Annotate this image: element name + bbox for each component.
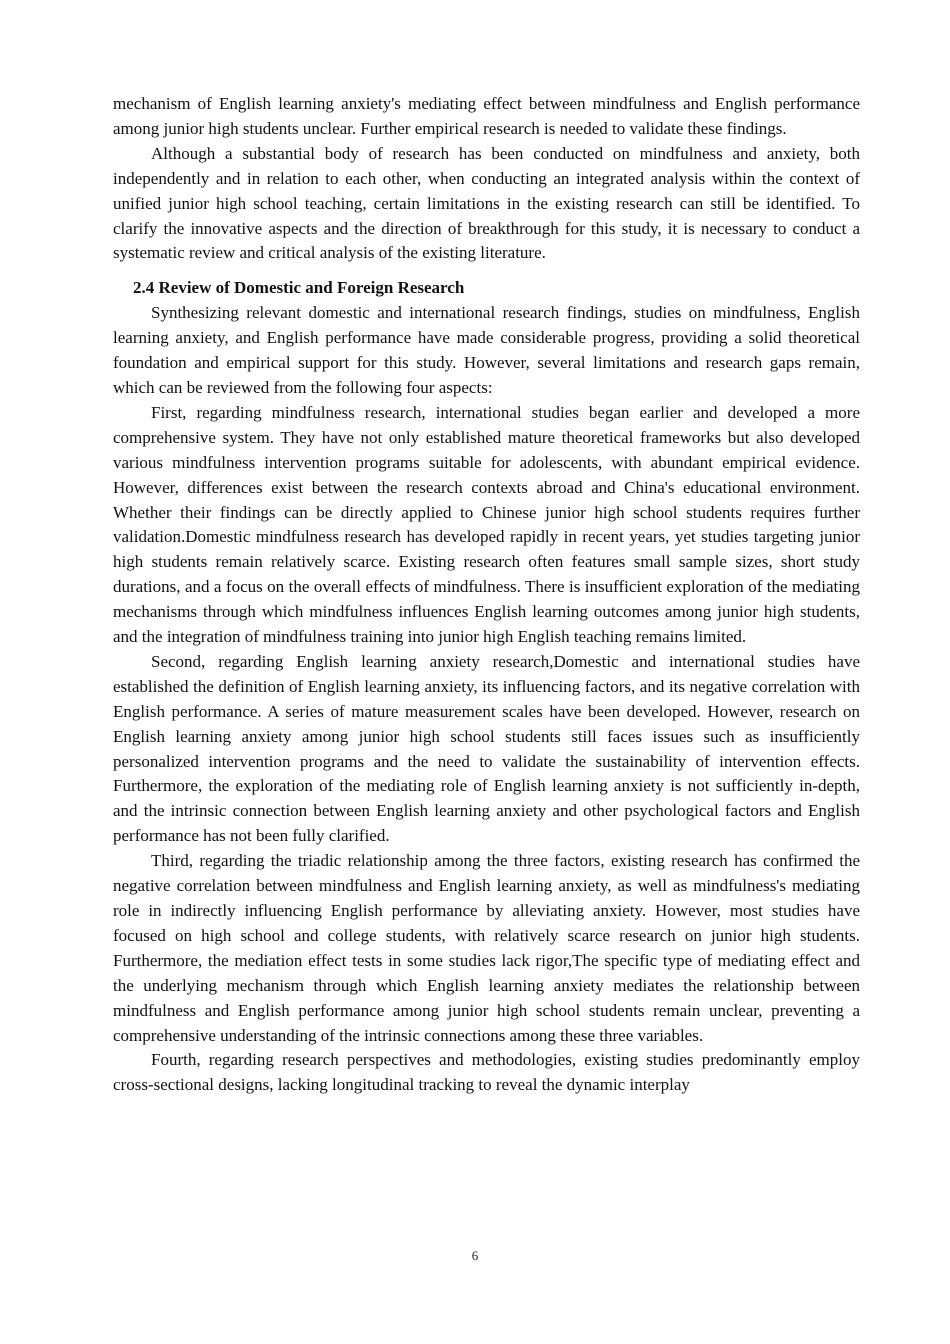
document-page (113, 92, 860, 1098)
paragraph: Fourth, regarding research perspectives and methodologies, existing studies predominantly employ cross-sectional designs, lacking longitudinal tracking to reveal the dynamic interplay (113, 1050, 860, 1095)
page-number: 6 (471, 1248, 479, 1263)
paragraph: Second, regarding English learning anxiety research,Domestic and international studies have established the definition of English learning anxiety, its influencing factors, and its negative correlation with English performance. A series of mature measurement scales have been developed. However, research on English learning anxiety among junior high school students still faces issues such as insufficiently personalized intervention programs and the need to validate the sustainability of intervention effects. Furthermore, the exploration of the mediating role of English learning anxiety is not sufficiently in-depth, and the intrinsic connection between English learning anxiety and other psychological factors and English performance has not been fully clarified. (113, 651, 860, 846)
paragraph: Although a substantial body of research has been conducted on mindfulness and anxiety, both independently and in relation to each other, when conducting an integrated analysis within the context of unified junior high school teaching, certain limitations in the existing research can still be identified. To clarify the innovative aspects and the direction of breakthrough for this study, it is necessary to conduct a systematic review and critical analysis of the existing literature. (113, 143, 860, 263)
paragraph: First, regarding mindfulness research, international studies began earlier and developed a more comprehensive system. They have not only established mature theoretical frameworks but also developed various mindfulness intervention programs suitable for adolescents, with abundant empirical evidence. However, differences exist between the research contexts abroad and China's educational environment. Whether their findings can be directly applied to Chinese junior high school students requires further validation.Domestic mindfulness research has developed rapidly in recent years, yet studies targeting junior high students remain relatively scarce. Existing research often features small sample sizes, short study durations, and a focus on the overall effects of mindfulness. There is insufficient exploration of the mediating mechanisms through which mindfulness influences English learning outcomes among junior high students, and the integration of mindfulness training into junior high English teaching remains limited. (113, 402, 860, 647)
paragraph: Third, regarding the triadic relationship among the three factors, existing research has confirmed the negative correlation between mindfulness and English learning anxiety, as well as mindfulness's mediating role in indirectly influencing English performance by alleviating anxiety. However, most studies have focused on high school and college students, with relatively scarce research on junior high students. Furthermore, the mediation effect tests in some studies lack rigor,The specific type of mediating effect and the underlying mechanism through which English learning anxiety mediates the relationship between mindfulness and English performance among junior high school students remain unclear, preventing a comprehensive understanding of the intrinsic connections among these three variables. (113, 851, 860, 1045)
paragraph: mechanism of English learning anxiety's mediating effect between mindfulness and English performance among junior high students unclear. Further empirical research is needed to validate these findings. (113, 94, 860, 138)
paragraph: Synthesizing relevant domestic and international research findings, studies on mindfulness, English learning anxiety, and English performance have made considerable progress, providing a solid theoretical foundation and empirical support for this study. However, several limitations and research gaps remain, which can be reviewed from the following four aspects: (113, 303, 860, 397)
section-heading: 2.4 Review of Domestic and Foreign Research (133, 278, 465, 298)
